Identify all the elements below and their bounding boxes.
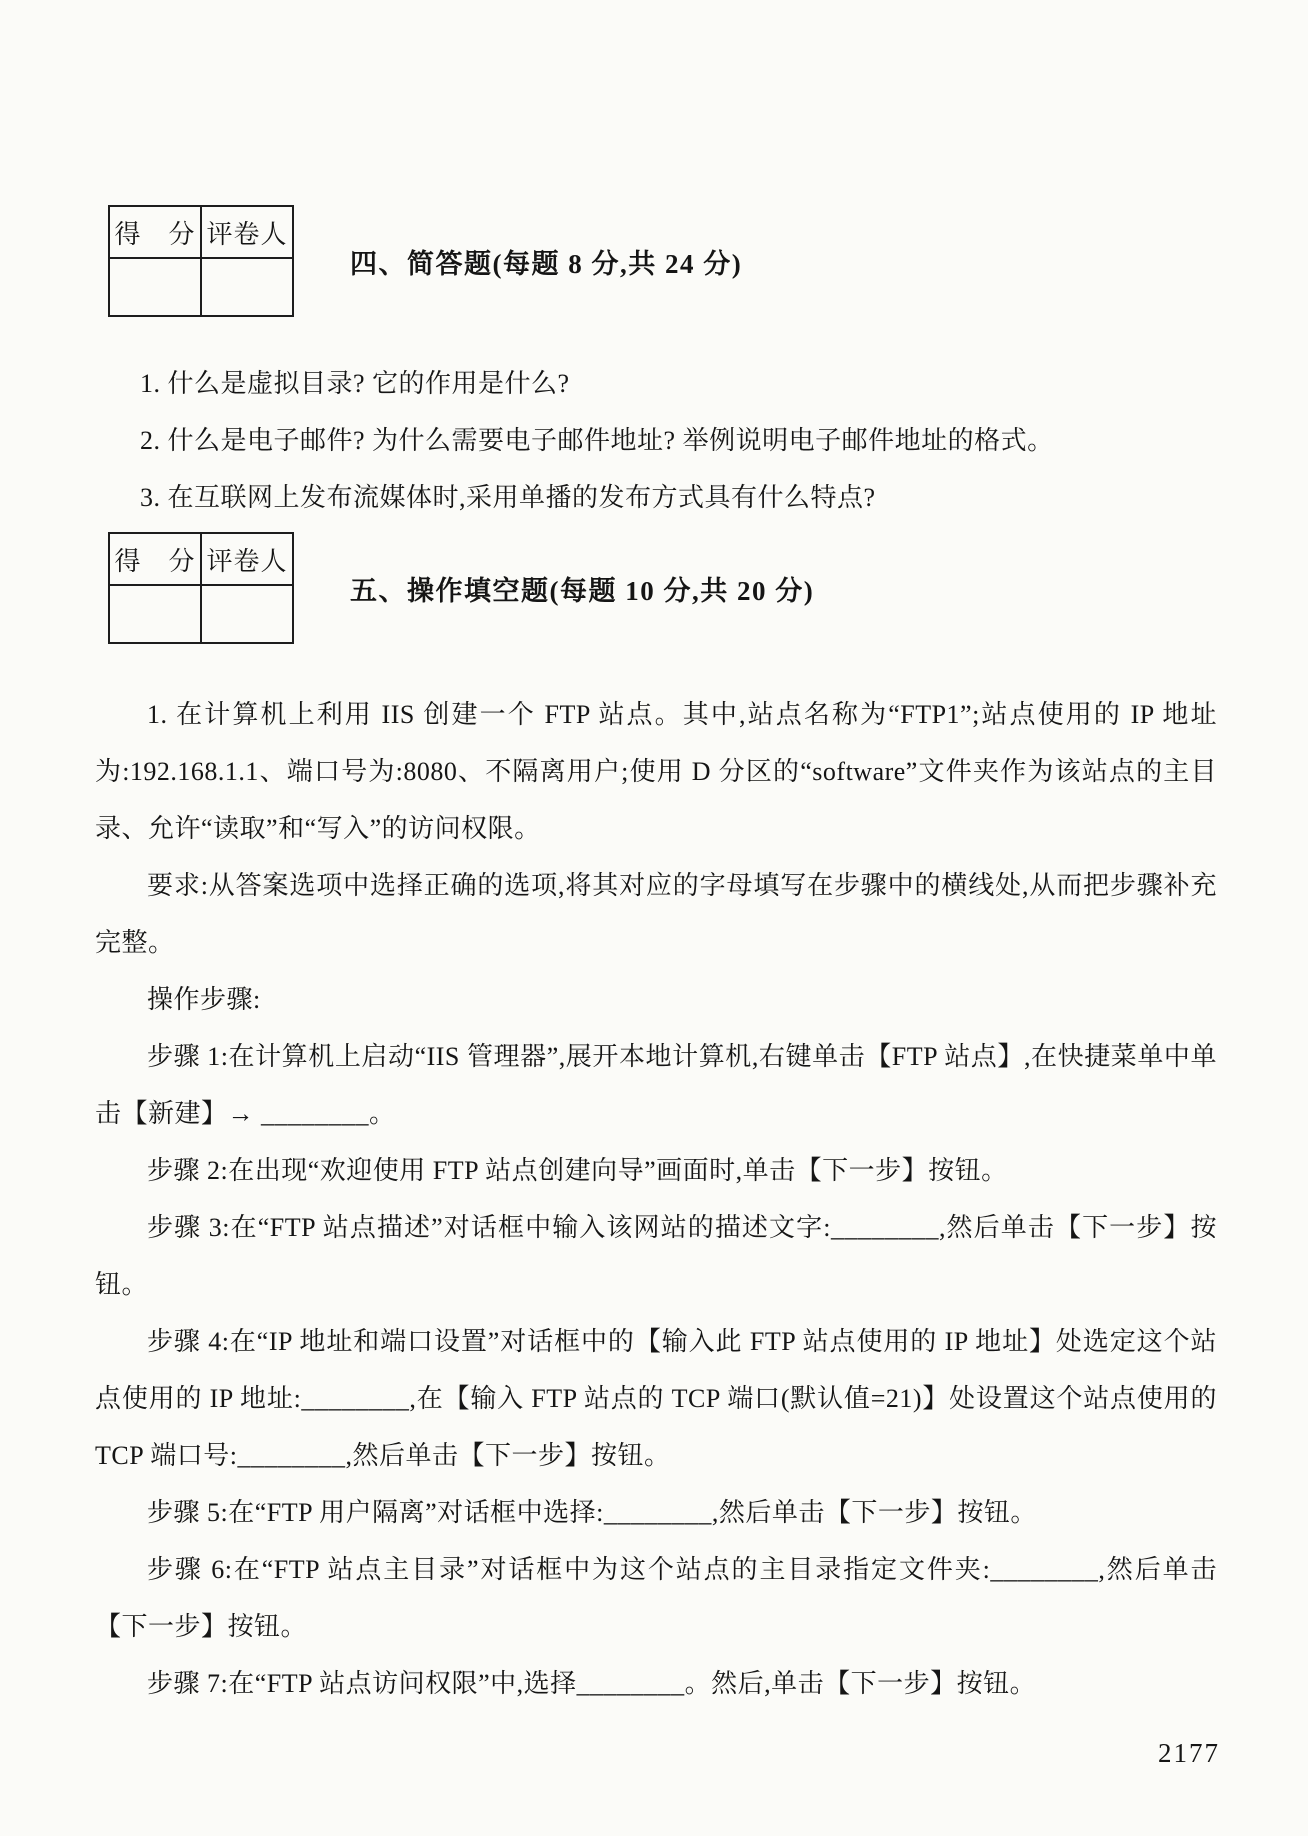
section5-intro: 1. 在计算机上利用 IIS 创建一个 FTP 站点。其中,站点名称为“FTP1”;站点使用的 IP 地址为:192.168.1.1、端口号为:8080、不隔离用户;使用 D 分区的“software”文件夹作为该站点的主目录、允许“读取”和“写入”的访问权限。 xyxy=(95,700,1217,843)
step-item-4: 步骤 4:在“IP 地址和端口设置”对话框中的【输入此 FTP 站点使用的 IP 地址】处选定这个站点使用的 IP 地址:________,在【输入 FTP 站点的 TCP 端口(默认值=21)】处设置这个站点使用的 TCP 端口号:________,然后单击【下一步】按钮。 xyxy=(95,1327,1217,1470)
score-label: 得 分 xyxy=(109,533,201,585)
grader-label: 评卷人 xyxy=(201,533,293,585)
section4-question-list xyxy=(140,355,1308,526)
step-item-6: 步骤 6:在“FTP 站点主目录”对话框中为这个站点的主目录指定文件夹:________,然后单击【下一步】按钮。 xyxy=(95,1555,1217,1641)
question-item-3: 3. 在互联网上发布流媒体时,采用单播的发布方式具有什么特点? xyxy=(140,483,876,512)
grader-value-cell xyxy=(201,258,293,316)
section5-heading: 五、操作填空题(每题 10 分,共 20 分) xyxy=(350,575,815,606)
step-item-5: 步骤 5:在“FTP 用户隔离”对话框中选择:________,然后单击【下一步】按钮。 xyxy=(147,1498,1037,1527)
section5-requirement: 要求:从答案选项中选择正确的选项,将其对应的字母填写在步骤中的横线处,从而把步骤补充完整。 xyxy=(95,871,1217,957)
grader-value-cell xyxy=(201,585,293,643)
section4-heading: 四、简答题(每题 8 分,共 24 分) xyxy=(350,248,743,279)
score-label: 得 分 xyxy=(109,206,201,258)
question-item-1: 1. 什么是虚拟目录? 它的作用是什么? xyxy=(140,369,570,398)
section5-header-row xyxy=(108,532,1308,644)
section5-steps-label: 操作步骤: xyxy=(147,985,261,1014)
page-number: 2177 xyxy=(1158,1738,1220,1768)
section4-header-row xyxy=(108,205,1308,317)
section5-body xyxy=(95,686,1217,1712)
score-value-cell xyxy=(109,258,201,316)
score-box-table-2 xyxy=(108,532,294,644)
step-item-7: 步骤 7:在“FTP 站点访问权限”中,选择________。然后,单击【下一步】按钮。 xyxy=(147,1669,1037,1698)
score-value-cell xyxy=(109,585,201,643)
question-item-2: 2. 什么是电子邮件? 为什么需要电子邮件地址? 举例说明电子邮件地址的格式。 xyxy=(140,426,1054,455)
grader-label: 评卷人 xyxy=(201,206,293,258)
step-item-3: 步骤 3:在“FTP 站点描述”对话框中输入该网站的描述文字:________,然后单击【下一步】按钮。 xyxy=(95,1213,1217,1299)
step-item-1: 步骤 1:在计算机上启动“IIS 管理器”,展开本地计算机,右键单击【FTP 站点】,在快捷菜单中单击【新建】→ ________。 xyxy=(95,1042,1217,1128)
step-item-2: 步骤 2:在出现“欢迎使用 FTP 站点创建向导”画面时,单击【下一步】按钮。 xyxy=(147,1156,1008,1185)
score-box-table-1 xyxy=(108,205,294,317)
